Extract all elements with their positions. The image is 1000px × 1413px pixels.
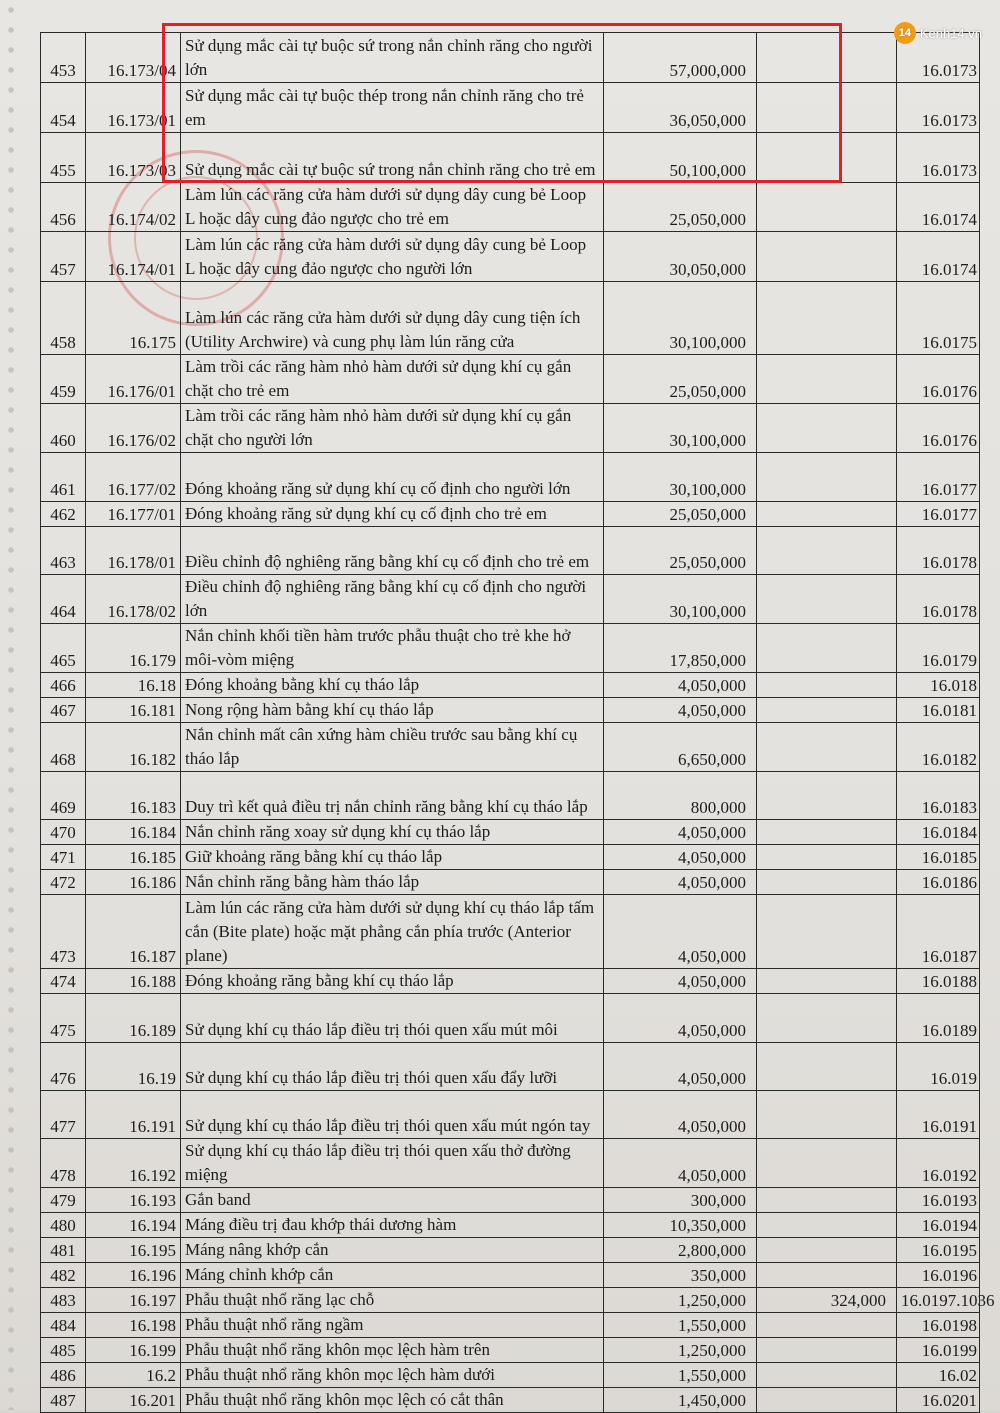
reference-code-cell: 16.0199	[897, 1338, 980, 1363]
insurance-price-cell	[757, 1363, 897, 1388]
price-cell: 50,100,000	[604, 133, 757, 183]
service-name-cell: Máng điều trị đau khớp thái dương hàm	[181, 1213, 604, 1238]
insurance-price-cell	[757, 527, 897, 575]
stt-cell: 467	[41, 698, 86, 723]
table-row	[41, 282, 980, 355]
price-cell: 4,050,000	[604, 1139, 757, 1188]
service-name-cell: Đóng khoảng bằng khí cụ tháo lắp	[181, 673, 604, 698]
price-cell: 6,650,000	[604, 723, 757, 772]
stt-cell: 472	[41, 870, 86, 895]
price-cell: 4,050,000	[604, 820, 757, 845]
table-row	[41, 994, 980, 1043]
insurance-price-cell	[757, 1091, 897, 1139]
code-cell: 16.184	[86, 820, 181, 845]
service-name-cell: Duy trì kết quả điều trị nắn chỉnh răng bằng khí cụ tháo lắp	[181, 772, 604, 820]
code-cell: 16.181	[86, 698, 181, 723]
table-row	[41, 1091, 980, 1139]
insurance-price-cell	[757, 575, 897, 624]
price-cell: 30,050,000	[604, 232, 757, 282]
code-cell: 16.2	[86, 1363, 181, 1388]
reference-code-cell: 16.0189	[897, 994, 980, 1043]
code-cell: 16.173/01	[86, 83, 181, 133]
table-row	[41, 870, 980, 895]
code-cell: 16.187	[86, 895, 181, 969]
price-cell: 300,000	[604, 1188, 757, 1213]
reference-code-cell: 16.0181	[897, 698, 980, 723]
service-name-cell: Nắn chỉnh khối tiền hàm trước phẫu thuật cho trẻ khe hở môi-vòm miệng	[181, 624, 604, 673]
reference-code-cell: 16.0183	[897, 772, 980, 820]
insurance-price-cell	[757, 1188, 897, 1213]
service-name-cell: Phẫu thuật nhổ răng khôn mọc lệch có cắt thân	[181, 1388, 604, 1413]
code-cell: 16.173/04	[86, 33, 181, 83]
insurance-price-cell	[757, 404, 897, 453]
stt-cell: 464	[41, 575, 86, 624]
table-row	[41, 1388, 980, 1413]
stt-cell: 460	[41, 404, 86, 453]
table-row	[41, 404, 980, 453]
reference-code-cell: 16.0193	[897, 1188, 980, 1213]
table-row	[41, 1263, 980, 1288]
stt-cell: 483	[41, 1288, 86, 1313]
service-name-cell: Giữ khoảng răng bằng khí cụ tháo lắp	[181, 845, 604, 870]
code-cell: 16.196	[86, 1263, 181, 1288]
service-name-cell: Làm trồi các răng hàm nhỏ hàm dưới sử dụng khí cụ gắn chặt cho người lớn	[181, 404, 604, 453]
stt-cell: 476	[41, 1043, 86, 1091]
service-name-cell: Làm lún các răng cửa hàm dưới sử dụng dây cung tiện ích (Utility Archwire) và cung phụ làm lún răng cửa	[181, 282, 604, 355]
insurance-price-cell	[757, 723, 897, 772]
stt-cell: 485	[41, 1338, 86, 1363]
price-cell: 17,850,000	[604, 624, 757, 673]
price-cell: 4,050,000	[604, 969, 757, 994]
stt-cell: 486	[41, 1363, 86, 1388]
code-cell: 16.201	[86, 1388, 181, 1413]
code-cell: 16.198	[86, 1313, 181, 1338]
service-name-cell: Điều chỉnh độ nghiêng răng bằng khí cụ cố định cho người lớn	[181, 575, 604, 624]
insurance-price-cell	[757, 502, 897, 527]
code-cell: 16.183	[86, 772, 181, 820]
reference-code-cell: 16.0186	[897, 870, 980, 895]
spiral-binding	[4, 0, 18, 1410]
table-row	[41, 453, 980, 502]
reference-code-cell: 16.0182	[897, 723, 980, 772]
reference-code-cell: 16.0191	[897, 1091, 980, 1139]
insurance-price-cell	[757, 1238, 897, 1263]
table-row	[41, 969, 980, 994]
stt-cell: 474	[41, 969, 86, 994]
code-cell: 16.18	[86, 673, 181, 698]
insurance-price-cell	[757, 820, 897, 845]
reference-code-cell: 16.0198	[897, 1313, 980, 1338]
service-name-cell: Phẫu thuật nhổ răng lạc chỗ	[181, 1288, 604, 1313]
price-cell: 57,000,000	[604, 33, 757, 83]
table-row	[41, 183, 980, 232]
stt-cell: 479	[41, 1188, 86, 1213]
code-cell: 16.185	[86, 845, 181, 870]
reference-code-cell: 16.019	[897, 1043, 980, 1091]
code-cell: 16.189	[86, 994, 181, 1043]
code-cell: 16.199	[86, 1338, 181, 1363]
insurance-price-cell	[757, 870, 897, 895]
insurance-price-cell	[757, 1213, 897, 1238]
stt-cell: 466	[41, 673, 86, 698]
insurance-price-cell	[757, 624, 897, 673]
reference-code-cell: 16.0173	[897, 33, 980, 83]
service-name-cell: Phẫu thuật nhổ răng ngầm	[181, 1313, 604, 1338]
stt-cell: 458	[41, 282, 86, 355]
kenh14-badge-icon: 14	[894, 22, 916, 44]
table-row	[41, 83, 980, 133]
code-cell: 16.176/02	[86, 404, 181, 453]
service-name-cell: Máng nâng khớp cắn	[181, 1238, 604, 1263]
service-name-cell: Nong rộng hàm bằng khí cụ tháo lắp	[181, 698, 604, 723]
table-row	[41, 1043, 980, 1091]
reference-code-cell: 16.0177	[897, 502, 980, 527]
stt-cell: 468	[41, 723, 86, 772]
table-row	[41, 1188, 980, 1213]
table-row	[41, 772, 980, 820]
price-cell: 30,100,000	[604, 453, 757, 502]
insurance-price-cell	[757, 1388, 897, 1413]
reference-code-cell: 16.0178	[897, 527, 980, 575]
table-row	[41, 673, 980, 698]
stt-cell: 465	[41, 624, 86, 673]
reference-code-cell: 16.0179	[897, 624, 980, 673]
price-cell: 30,100,000	[604, 404, 757, 453]
stt-cell: 480	[41, 1213, 86, 1238]
reference-code-cell: 16.018	[897, 673, 980, 698]
service-name-cell: Gắn band	[181, 1188, 604, 1213]
stt-cell: 482	[41, 1263, 86, 1288]
reference-code-cell: 16.0185	[897, 845, 980, 870]
code-cell: 16.173/03	[86, 133, 181, 183]
insurance-price-cell	[757, 698, 897, 723]
stt-cell: 469	[41, 772, 86, 820]
code-cell: 16.174/01	[86, 232, 181, 282]
code-cell: 16.178/01	[86, 527, 181, 575]
stt-cell: 456	[41, 183, 86, 232]
reference-code-cell: 16.0176	[897, 355, 980, 404]
table-row	[41, 502, 980, 527]
price-cell: 4,050,000	[604, 870, 757, 895]
table-row	[41, 355, 980, 404]
insurance-price-cell: 324,000	[757, 1288, 897, 1313]
reference-code-cell: 16.0188	[897, 969, 980, 994]
insurance-price-cell	[757, 453, 897, 502]
price-cell: 4,050,000	[604, 673, 757, 698]
code-cell: 16.182	[86, 723, 181, 772]
code-cell: 16.194	[86, 1213, 181, 1238]
insurance-price-cell	[757, 845, 897, 870]
reference-code-cell: 16.0177	[897, 453, 980, 502]
price-cell: 4,050,000	[604, 1043, 757, 1091]
reference-code-cell: 16.0184	[897, 820, 980, 845]
price-cell: 2,800,000	[604, 1238, 757, 1263]
stt-cell: 477	[41, 1091, 86, 1139]
table-row	[41, 527, 980, 575]
service-name-cell: Đóng khoảng răng bằng khí cụ tháo lắp	[181, 969, 604, 994]
price-cell: 4,050,000	[604, 845, 757, 870]
table-row	[41, 698, 980, 723]
insurance-price-cell	[757, 1313, 897, 1338]
reference-code-cell: 16.0196	[897, 1263, 980, 1288]
stt-cell: 454	[41, 83, 86, 133]
insurance-price-cell	[757, 994, 897, 1043]
insurance-price-cell	[757, 895, 897, 969]
price-cell: 10,350,000	[604, 1213, 757, 1238]
stt-cell: 459	[41, 355, 86, 404]
reference-code-cell: 16.0178	[897, 575, 980, 624]
reference-code-cell: 16.0195	[897, 1238, 980, 1263]
code-cell: 16.176/01	[86, 355, 181, 404]
insurance-price-cell	[757, 1338, 897, 1363]
service-name-cell: Nắn chỉnh răng bằng hàm tháo lắp	[181, 870, 604, 895]
reference-code-cell: 16.0174	[897, 183, 980, 232]
stt-cell: 475	[41, 994, 86, 1043]
table-row	[41, 845, 980, 870]
code-cell: 16.177/01	[86, 502, 181, 527]
price-cell: 1,550,000	[604, 1313, 757, 1338]
price-cell: 1,550,000	[604, 1363, 757, 1388]
reference-code-cell: 16.0175	[897, 282, 980, 355]
insurance-price-cell	[757, 355, 897, 404]
insurance-price-cell	[757, 183, 897, 232]
table-row	[41, 1363, 980, 1388]
insurance-price-cell	[757, 83, 897, 133]
price-table	[40, 32, 995, 1413]
service-name-cell: Điều chỉnh độ nghiêng răng bằng khí cụ cố định cho trẻ em	[181, 527, 604, 575]
price-cell: 36,050,000	[604, 83, 757, 133]
code-cell: 16.179	[86, 624, 181, 673]
service-name-cell: Đóng khoảng răng sử dụng khí cụ cố định cho người lớn	[181, 453, 604, 502]
watermark-text: Kenh14.vn	[919, 25, 982, 41]
insurance-price-cell	[757, 232, 897, 282]
table-row	[41, 133, 980, 183]
reference-code-cell: 16.0187	[897, 895, 980, 969]
price-cell: 4,050,000	[604, 1091, 757, 1139]
table-row	[41, 1288, 980, 1313]
stt-cell: 462	[41, 502, 86, 527]
table-row	[41, 1139, 980, 1188]
code-cell: 16.186	[86, 870, 181, 895]
table-row	[41, 723, 980, 772]
stt-cell: 473	[41, 895, 86, 969]
service-name-cell: Sử dụng khí cụ tháo lắp điều trị thói quen xấu mút ngón tay	[181, 1091, 604, 1139]
insurance-price-cell	[757, 1043, 897, 1091]
stt-cell: 453	[41, 33, 86, 83]
price-cell: 4,050,000	[604, 895, 757, 969]
insurance-price-cell	[757, 33, 897, 83]
stt-cell: 470	[41, 820, 86, 845]
code-cell: 16.19	[86, 1043, 181, 1091]
service-name-cell: Sử dụng mắc cài tự buộc sứ trong nắn chỉnh răng cho trẻ em	[181, 133, 604, 183]
code-cell: 16.191	[86, 1091, 181, 1139]
table-row	[41, 575, 980, 624]
reference-code-cell: 16.0174	[897, 232, 980, 282]
site-watermark	[894, 22, 982, 44]
service-name-cell: Máng chỉnh khớp cắn	[181, 1263, 604, 1288]
stt-cell: 484	[41, 1313, 86, 1338]
reference-code-cell: 16.0197.1036	[897, 1288, 980, 1313]
service-name-cell: Làm lún các răng cửa hàm dưới sử dụng dây cung bẻ Loop L hoặc dây cung đảo ngược cho trẻ em	[181, 183, 604, 232]
table-row	[41, 1313, 980, 1338]
service-name-cell: Làm lún các răng cửa hàm dưới sử dụng dây cung bẻ Loop L hoặc dây cung đảo ngược cho người lớn	[181, 232, 604, 282]
stt-cell: 487	[41, 1388, 86, 1413]
price-cell: 25,050,000	[604, 527, 757, 575]
table-row	[41, 1213, 980, 1238]
code-cell: 16.188	[86, 969, 181, 994]
service-name-cell: Làm trồi các răng hàm nhỏ hàm dưới sử dụng khí cụ gắn chặt cho trẻ em	[181, 355, 604, 404]
price-cell: 25,050,000	[604, 355, 757, 404]
code-cell: 16.193	[86, 1188, 181, 1213]
stt-cell: 478	[41, 1139, 86, 1188]
code-cell: 16.192	[86, 1139, 181, 1188]
table-row	[41, 33, 980, 83]
service-name-cell: Phẫu thuật nhổ răng khôn mọc lệch hàm dưới	[181, 1363, 604, 1388]
service-name-cell: Sử dụng mắc cài tự buộc thép trong nắn chỉnh răng cho trẻ em	[181, 83, 604, 133]
price-cell: 4,050,000	[604, 994, 757, 1043]
price-cell: 800,000	[604, 772, 757, 820]
table-row	[41, 895, 980, 969]
stt-cell: 461	[41, 453, 86, 502]
table-row	[41, 1338, 980, 1363]
price-cell: 30,100,000	[604, 575, 757, 624]
insurance-price-cell	[757, 772, 897, 820]
reference-code-cell: 16.0173	[897, 133, 980, 183]
price-cell: 25,050,000	[604, 183, 757, 232]
stt-cell: 455	[41, 133, 86, 183]
service-name-cell: Nắn chỉnh mất cân xứng hàm chiều trước sau bằng khí cụ tháo lắp	[181, 723, 604, 772]
table-row	[41, 820, 980, 845]
service-name-cell: Đóng khoảng răng sử dụng khí cụ cố định cho trẻ em	[181, 502, 604, 527]
stt-cell: 471	[41, 845, 86, 870]
insurance-price-cell	[757, 673, 897, 698]
price-cell: 1,250,000	[604, 1288, 757, 1313]
code-cell: 16.197	[86, 1288, 181, 1313]
table-row	[41, 1238, 980, 1263]
reference-code-cell: 16.0176	[897, 404, 980, 453]
code-cell: 16.174/02	[86, 183, 181, 232]
service-name-cell: Sử dụng khí cụ tháo lắp điều trị thói quen xấu mút môi	[181, 994, 604, 1043]
reference-code-cell: 16.0173	[897, 83, 980, 133]
code-cell: 16.175	[86, 282, 181, 355]
insurance-price-cell	[757, 282, 897, 355]
table-row	[41, 624, 980, 673]
service-name-cell: Sử dụng khí cụ tháo lắp điều trị thói quen xấu đẩy lưỡi	[181, 1043, 604, 1091]
insurance-price-cell	[757, 1263, 897, 1288]
stt-cell: 457	[41, 232, 86, 282]
service-name-cell: Phẫu thuật nhổ răng khôn mọc lệch hàm trên	[181, 1338, 604, 1363]
price-cell: 1,450,000	[604, 1388, 757, 1413]
service-name-cell: Nắn chỉnh răng xoay sử dụng khí cụ tháo lắp	[181, 820, 604, 845]
code-cell: 16.177/02	[86, 453, 181, 502]
insurance-price-cell	[757, 133, 897, 183]
insurance-price-cell	[757, 969, 897, 994]
code-cell: 16.195	[86, 1238, 181, 1263]
reference-code-cell: 16.0201	[897, 1388, 980, 1413]
table-row	[41, 232, 980, 282]
price-cell: 30,100,000	[604, 282, 757, 355]
price-cell: 350,000	[604, 1263, 757, 1288]
insurance-price-cell	[757, 1139, 897, 1188]
price-cell: 1,250,000	[604, 1338, 757, 1363]
reference-code-cell: 16.0192	[897, 1139, 980, 1188]
reference-code-cell: 16.02	[897, 1363, 980, 1388]
stt-cell: 481	[41, 1238, 86, 1263]
reference-code-cell: 16.0194	[897, 1213, 980, 1238]
service-name-cell: Làm lún các răng cửa hàm dưới sử dụng khí cụ tháo lắp tấm cắn (Bite plate) hoặc mặt phẳng cắn phía trước (Anterior plane)	[181, 895, 604, 969]
code-cell: 16.178/02	[86, 575, 181, 624]
service-name-cell: Sử dụng khí cụ tháo lắp điều trị thói quen xấu thở đường miệng	[181, 1139, 604, 1188]
stt-cell: 463	[41, 527, 86, 575]
price-cell: 4,050,000	[604, 698, 757, 723]
service-name-cell: Sử dụng mắc cài tự buộc sứ trong nắn chỉnh răng cho người lớn	[181, 33, 604, 83]
price-cell: 25,050,000	[604, 502, 757, 527]
